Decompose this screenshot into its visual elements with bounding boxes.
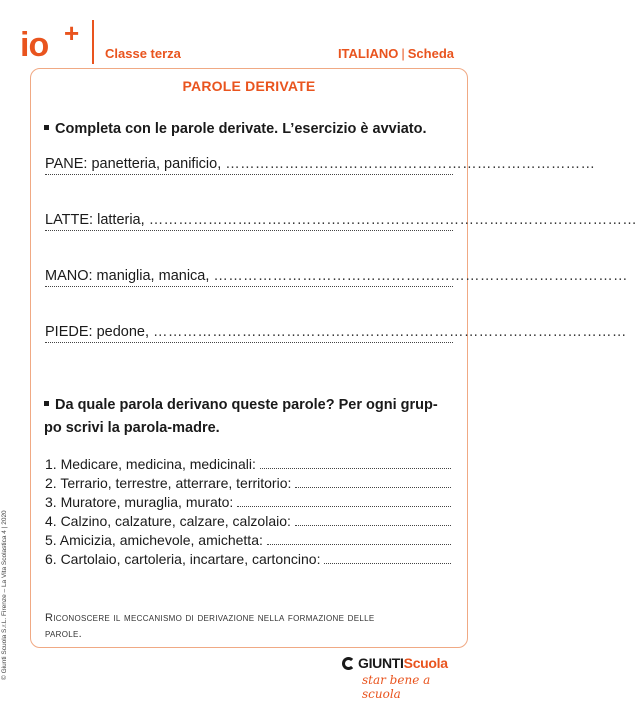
worksheet-card	[30, 68, 637, 648]
part1-instruction	[44, 118, 464, 141]
subject-separator: |	[401, 46, 405, 61]
answer-blank[interactable]	[324, 550, 451, 564]
learning-objective	[45, 610, 449, 642]
answer-line[interactable]	[45, 341, 453, 343]
io-plus-logo	[20, 20, 90, 68]
answer-blank[interactable]	[295, 474, 451, 488]
question-item	[45, 493, 451, 511]
objective-line1: Riconoscere il meccanismo di derivazione nella formazione delle	[45, 612, 375, 624]
question-text: 1. Medicare, medicina, medicinali:	[45, 456, 256, 472]
question-item	[45, 512, 451, 530]
brand-suffix: Scuola	[403, 655, 448, 671]
class-label: Classe terza	[105, 46, 181, 61]
exercise-item-pane	[45, 155, 596, 173]
question-text: 6. Cartolaio, cartoleria, incartare, cartoncino:	[45, 551, 321, 567]
answer-blank[interactable]	[237, 493, 451, 507]
sheet-type: Scheda	[407, 46, 454, 61]
bullet-icon	[44, 125, 49, 130]
question-item	[45, 474, 451, 492]
logo-text: io	[20, 26, 49, 64]
subject-name: ITALIANO	[337, 46, 399, 61]
worksheet-title: PAROLE DERIVATE	[182, 78, 316, 94]
subject-label	[338, 46, 454, 61]
exercise-item-text: MANO: maniglia, manica,	[45, 268, 214, 284]
objective-line2: parole.	[45, 628, 83, 640]
answer-blank[interactable]	[260, 455, 451, 469]
question-item	[45, 550, 451, 568]
answer-blank[interactable]: ………………………………………………………………………………………	[148, 212, 637, 228]
brand-tagline: star bene a scuola	[362, 673, 431, 701]
answer-line[interactable]	[45, 229, 453, 231]
answer-blank[interactable]	[267, 531, 451, 545]
exercise-item-mano	[45, 267, 628, 285]
part2-instruction	[44, 394, 464, 440]
exercise-item-text: PANE: panetteria, panificio,	[45, 156, 226, 172]
answer-line[interactable]	[45, 285, 453, 287]
header-divider	[92, 20, 94, 64]
answer-blank[interactable]: …………………………………………………………………	[225, 156, 596, 172]
question-text: 2. Terrario, terrestre, atterrare, territorio:	[45, 475, 292, 491]
answer-blank[interactable]: ……………………………………………………………………………………	[153, 324, 627, 340]
part2-instruction-line2: po scrivi la parola-madre.	[44, 420, 220, 436]
question-text: 4. Calzino, calzature, calzare, calzolaio:	[45, 513, 291, 529]
part1-instruction-text: Completa con le parole derivate. L’esercizio è avviato.	[55, 121, 427, 137]
part2-instruction-line1: Da quale parola derivano queste parole? Per ogni grup-	[55, 397, 438, 413]
giunti-g-icon	[342, 657, 355, 670]
copyright-credit: © Giunti Scuola S.r.L. Firenze – La Vita Scolastica 4 | 2020	[1, 510, 8, 680]
answer-blank[interactable]: …………………………………………………………………………	[213, 268, 628, 284]
answer-line[interactable]	[45, 173, 453, 175]
brand-main: GIUNTI	[358, 655, 404, 671]
brand-name	[358, 655, 448, 671]
bullet-icon	[44, 401, 49, 406]
answer-blank[interactable]	[295, 512, 451, 526]
question-item	[45, 531, 451, 549]
exercise-item-latte	[45, 211, 637, 229]
exercise-item-text: PIEDE: pedone,	[45, 324, 154, 340]
exercise-item-piede	[45, 323, 627, 341]
giunti-scuola-logo	[342, 655, 462, 701]
logo-plus-icon: +	[64, 18, 80, 48]
exercise-item-text: LATTE: latteria,	[45, 212, 149, 228]
question-text: 5. Amicizia, amichevole, amichetta:	[45, 532, 263, 548]
question-text: 3. Muratore, muraglia, murato:	[45, 494, 234, 510]
question-item	[45, 455, 451, 473]
